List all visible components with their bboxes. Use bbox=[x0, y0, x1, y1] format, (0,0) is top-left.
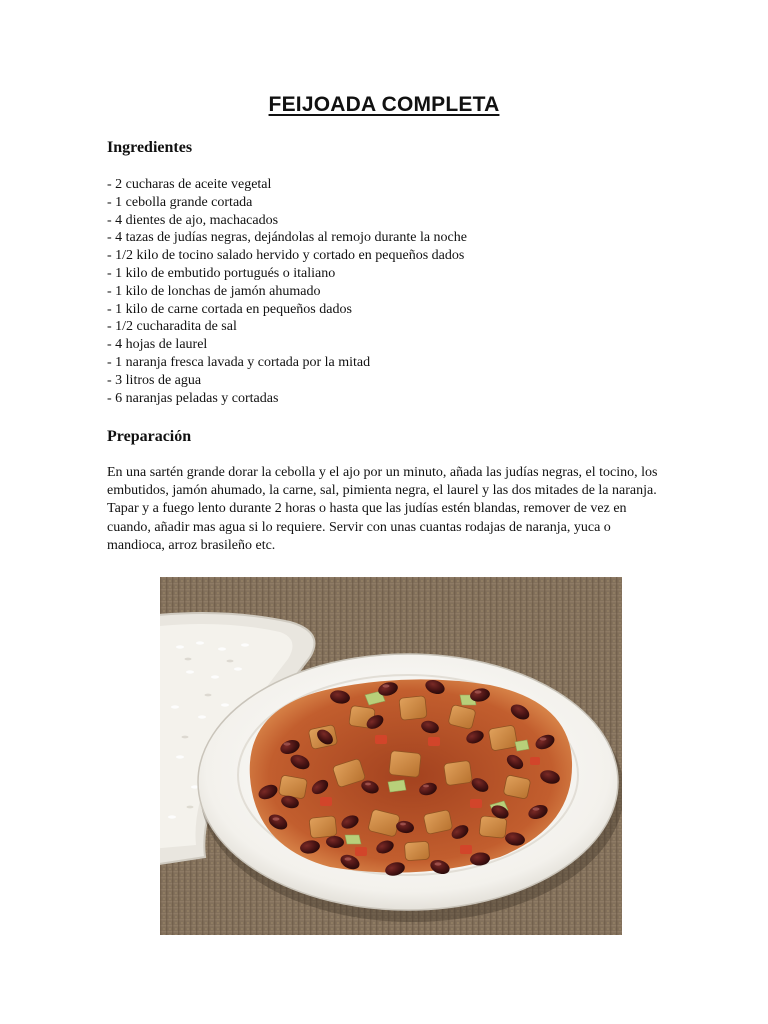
ingredient-item: - 1/2 cucharadita de sal bbox=[107, 319, 237, 335]
ingredient-item: - 3 litros de agua bbox=[107, 372, 202, 388]
preparation-heading: Preparación bbox=[107, 428, 192, 445]
ingredient-item: - 1 cebolla grande cortada bbox=[107, 194, 253, 210]
ingredients-list bbox=[107, 176, 467, 407]
ingredient-item: - 6 naranjas peladas y cortadas bbox=[107, 390, 279, 406]
ingredients-heading: Ingredientes bbox=[107, 139, 193, 156]
ingredient-item: - 1 kilo de lonchas de jamón ahumado bbox=[107, 283, 321, 299]
preparation-paragraph: En una sartén grande dorar la cebolla y el ajo por un minuto, añada las judías negras, el tocino, los embutidos, jamón ahumado, la carne, sal, pimienta negra, el laurel y las dos mitades de la naranja. Tapar y a fuego lento durante 2 horas o hasta que las judías estén blandas, remover de vez en cuando, añadir mas agua si lo requiere. Servir con unas cuantas rodajas de naranja, yuca o mandioca, arroz brasileño etc. bbox=[107, 465, 658, 553]
ingredient-item: - 1 kilo de embutido portugués o italiano bbox=[107, 265, 336, 281]
recipe-title: FEIJOADA COMPLETA bbox=[268, 93, 500, 116]
ingredient-item: - 4 dientes de ajo, machacados bbox=[107, 212, 279, 228]
ingredient-item: - 1/2 kilo de tocino salado hervido y cortado en pequeños dados bbox=[107, 248, 465, 264]
ingredient-item: - 4 hojas de laurel bbox=[107, 337, 208, 353]
ingredient-item: - 1 naranja fresca lavada y cortada por la mitad bbox=[107, 354, 371, 370]
ingredient-item: - 4 tazas de judías negras, dejándolas al remojo durante la noche bbox=[107, 230, 467, 246]
ingredient-item: - 1 kilo de carne cortada en pequeños dados bbox=[107, 301, 352, 317]
ingredient-item: - 2 cucharas de aceite vegetal bbox=[107, 177, 272, 192]
feijoada-photo-illustration bbox=[160, 577, 622, 935]
feijoada-photo bbox=[160, 577, 622, 935]
